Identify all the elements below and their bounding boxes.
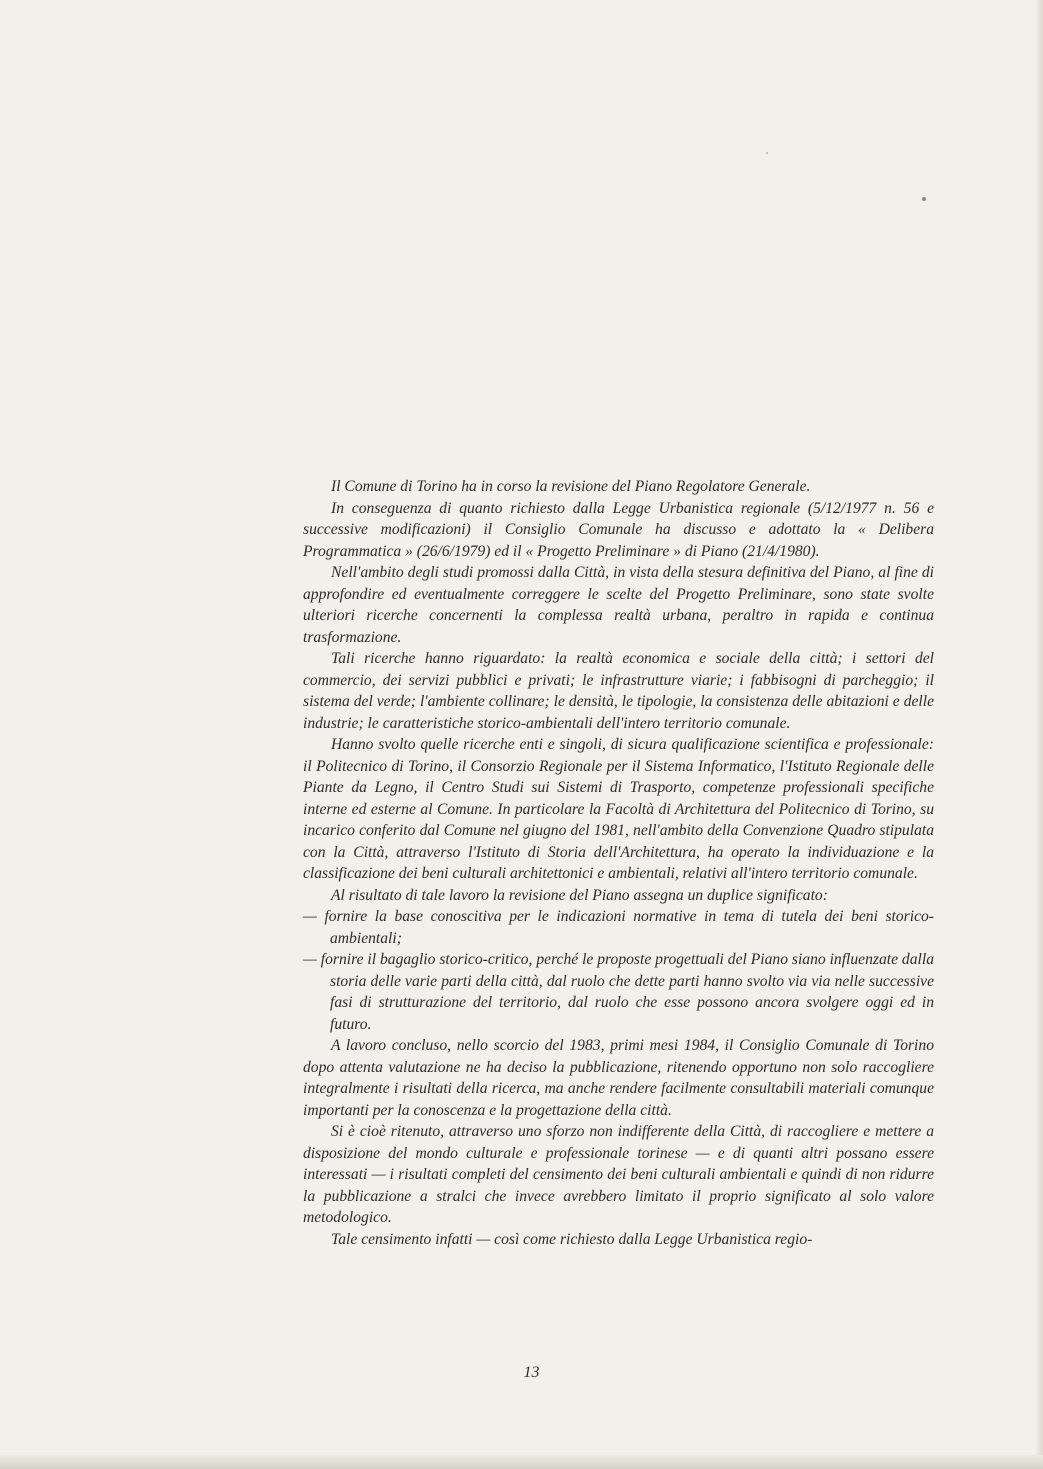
paragraph: Nell'ambito degli studi promossi dalla Città, in vista della stesura definitiva del Piano, al fine di approfondire ed eventualmente correggere le scelte del Progetto Preliminare, sono state svolte ulteriori ricerche concernenti la complessa realtà urbana, peraltro in rapida e continua trasformazione. xyxy=(303,564,934,646)
page-bottom-edge xyxy=(0,1455,1043,1469)
paragraph: In conseguenza di quanto richiesto dalla Legge Urbanistica regionale (5/12/1977 n. 56 e successive modificazioni) il Consiglio Comunale ha discusso e adottato la « Delibera Programmatica » (26/6/1979) ed il « Progetto Preliminare » di Piano (21/4/1980). xyxy=(303,499,934,560)
dash-list-item: — fornire il bagaglio storico-critico, perché le proposte progettuali del Piano siano influenzate dalla storia delle varie parti della città, dal ruolo che dette parti hanno svolto via via nelle successive fasi di strutturazione del territorio, dal ruolo che esse possono ancora svolgere oggi ed in futuro. xyxy=(303,951,934,1033)
paragraph: A lavoro concluso, nello scorcio del 1983, primi mesi 1984, il Consiglio Comunale di Torino dopo attenta valutazione ne ha deciso la pubblicazione, ritenendo opportuno non solo raccogliere integralmente i risultati della ricerca, ma anche rendere facilmente consultabili materiali comunque importanti per la conoscenza e la progettazione della città. xyxy=(303,1037,934,1119)
paragraph: Al risultato di tale lavoro la revisione del Piano assegna un duplice significato: xyxy=(331,886,828,904)
paragraph: Tali ricerche hanno riguardato: la realtà economica e sociale della città; i settori del commercio, dei servizi pubblici e privati; le infrastrutture viarie; i fabbisogni di parcheggio; il sistema del verde; l'ambiente collinare; le densità, le tipologie, la consistenza delle abitazioni e delle industrie; le caratteristiche storico-ambientali dell'intero territorio comunale. xyxy=(303,650,934,732)
dash-list-item: — fornire la base conoscitiva per le indicazioni normative in tema di tutela dei beni storico-ambientali; xyxy=(303,908,934,947)
paragraph: Si è cioè ritenuto, attraverso uno sforzo non indifferente della Città, di raccogliere e mettere a disposizione del mondo culturale e professionale torinese — e di quanti altri possano essere interessati — i risultati completi del censimento dei beni culturali ambientali e quindi di non ridurre la pubblicazione a stralci che invece avrebbero limitato il proprio significato al solo valore metodologico. xyxy=(303,1123,934,1226)
page-edge-shadow xyxy=(1035,0,1043,1469)
paper-speck xyxy=(766,152,768,154)
paragraph: Tale censimento infatti — così come richiesto dalla Legge Urbanistica regio- xyxy=(331,1230,813,1248)
body-text xyxy=(303,476,934,1250)
paper-speck xyxy=(922,197,926,201)
paragraph: Hanno svolto quelle ricerche enti e singoli, di sicura qualificazione scientifica e professionale: il Politecnico di Torino, il Consorzio Regionale per il Sistema Informatico, l'Istituto Regionale delle Piante da Legno, il Centro Studi sui Sistemi di Trasporto, competenze professionali specifiche interne ed esterne al Comune. In particolare la Facoltà di Architettura del Politecnico di Torino, su incarico conferito dal Comune nel giugno del 1981, nell'ambito della Convenzione Quadro stipulata con la Città, attraverso l'Istituto di Storia dell'Architettura, ha operato la individuazione e la classificazione dei beni culturali architettonici e ambientali, relativi all'intero territorio comunale. xyxy=(303,736,934,882)
paragraph: Il Comune di Torino ha in corso la revisione del Piano Regolatore Generale. xyxy=(331,478,811,495)
page-number: 13 xyxy=(523,1364,540,1381)
